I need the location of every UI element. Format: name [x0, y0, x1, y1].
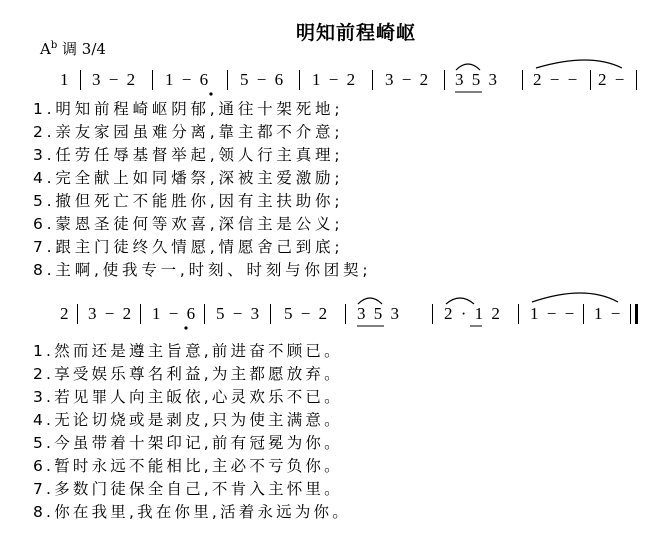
note-segment: 1 — [60, 70, 71, 89]
verse-line: 1.明知前程崎岖阴郁,通往十架死地; — [33, 100, 344, 118]
note-segment: 2 — [60, 304, 71, 323]
verses-line-2 — [33, 340, 351, 524]
verse-line: 3.任劳任辱基督举起,领人行主真理; — [33, 146, 344, 164]
note-segment: 3 − 2 — [92, 70, 138, 89]
note-segment: 2 − − — [533, 70, 580, 89]
verse-line: 4.无论切烧或是剥皮,只为使主满意。 — [33, 411, 343, 429]
bar-line — [227, 70, 228, 90]
verse-line: 7.多数门徒保全自己,不肯入主怀里。 — [33, 480, 343, 498]
note-segment: 1 − 6 — [165, 70, 211, 89]
bar-line — [583, 304, 584, 324]
verse-line: 4.完全献上如同燔祭,深被主爱激励; — [33, 169, 344, 187]
bar-line — [140, 304, 141, 324]
verse-line: 8.你在我里,我在你里,活着永远为你。 — [33, 503, 351, 521]
bar-line — [204, 304, 205, 324]
verse-line: 7.跟主门徒终久情愿,情愿舍己到底; — [33, 238, 344, 256]
bar-line — [299, 70, 300, 90]
note-segment: 2 − — [598, 70, 627, 89]
bar-line — [518, 304, 519, 324]
final-bar-line — [635, 304, 638, 324]
note-segment: 1 − — [594, 304, 623, 323]
bar-line — [77, 304, 78, 324]
bar-line — [590, 70, 591, 90]
verse-line: 6.蒙恩圣徒何等欢喜,深信主是公义; — [33, 215, 344, 233]
note-segment: 3 − 2 — [385, 70, 431, 89]
note-segment: 1 − 2 — [312, 70, 358, 89]
key-signature — [40, 38, 106, 59]
key-accidental: b — [50, 40, 58, 51]
tie-mark — [532, 293, 618, 302]
tie-mark — [536, 60, 622, 68]
note-segment: 3 5 3 — [357, 304, 401, 323]
verse-line: 8.主啊,使我专一,时刻、时刻与你团契; — [33, 261, 372, 279]
bar-line — [432, 304, 433, 324]
notation-line-1 — [0, 68, 660, 96]
note-segment: 1 − − — [530, 304, 577, 323]
bar-line — [270, 304, 271, 324]
bar-line — [444, 70, 445, 90]
bar-line — [522, 70, 523, 90]
bar-line — [630, 304, 631, 324]
note-segment: 3 5 3 — [455, 70, 499, 89]
note-segment: 2 · 1 2 — [444, 304, 502, 323]
verse-line: 1.然而还是遵主旨意,前进奋不顾已。 — [33, 342, 343, 360]
verse-line: 5.撤但死亡不能胜你,因有主扶助你; — [33, 192, 344, 210]
verse-line: 2.享受娱乐尊名利益,为主都愿放弃。 — [33, 365, 343, 383]
verse-line: 3.若见罪人向主皈依,心灵欢乐不已。 — [33, 388, 343, 406]
bar-line — [636, 70, 637, 90]
verses-line-1 — [33, 98, 371, 282]
note-segment: 5 − 3 — [216, 304, 262, 323]
bar-line — [152, 70, 153, 90]
note-segment: 1 − 6 — [152, 304, 198, 323]
verse-line: 2.亲友家园虽难分离,靠主都不介意; — [33, 123, 344, 141]
note-segment: 5 − 2 — [284, 304, 330, 323]
notation-line-2 — [0, 302, 660, 330]
note-segment: 3 − 2 — [88, 304, 134, 323]
bar-line — [372, 70, 373, 90]
verse-line: 5.今虽带着十架印记,前有冠冕为你。 — [33, 434, 343, 452]
song-title: 明知前程崎岖 — [296, 22, 417, 44]
verse-line: 6.暂时永远不能相比,主必不亏负你。 — [33, 457, 343, 475]
note-segment: 5 − 6 — [240, 70, 286, 89]
bar-line — [80, 70, 81, 90]
time-signature: 调 3/4 — [62, 40, 106, 58]
key-note: A — [40, 40, 51, 58]
bar-line — [345, 304, 346, 324]
